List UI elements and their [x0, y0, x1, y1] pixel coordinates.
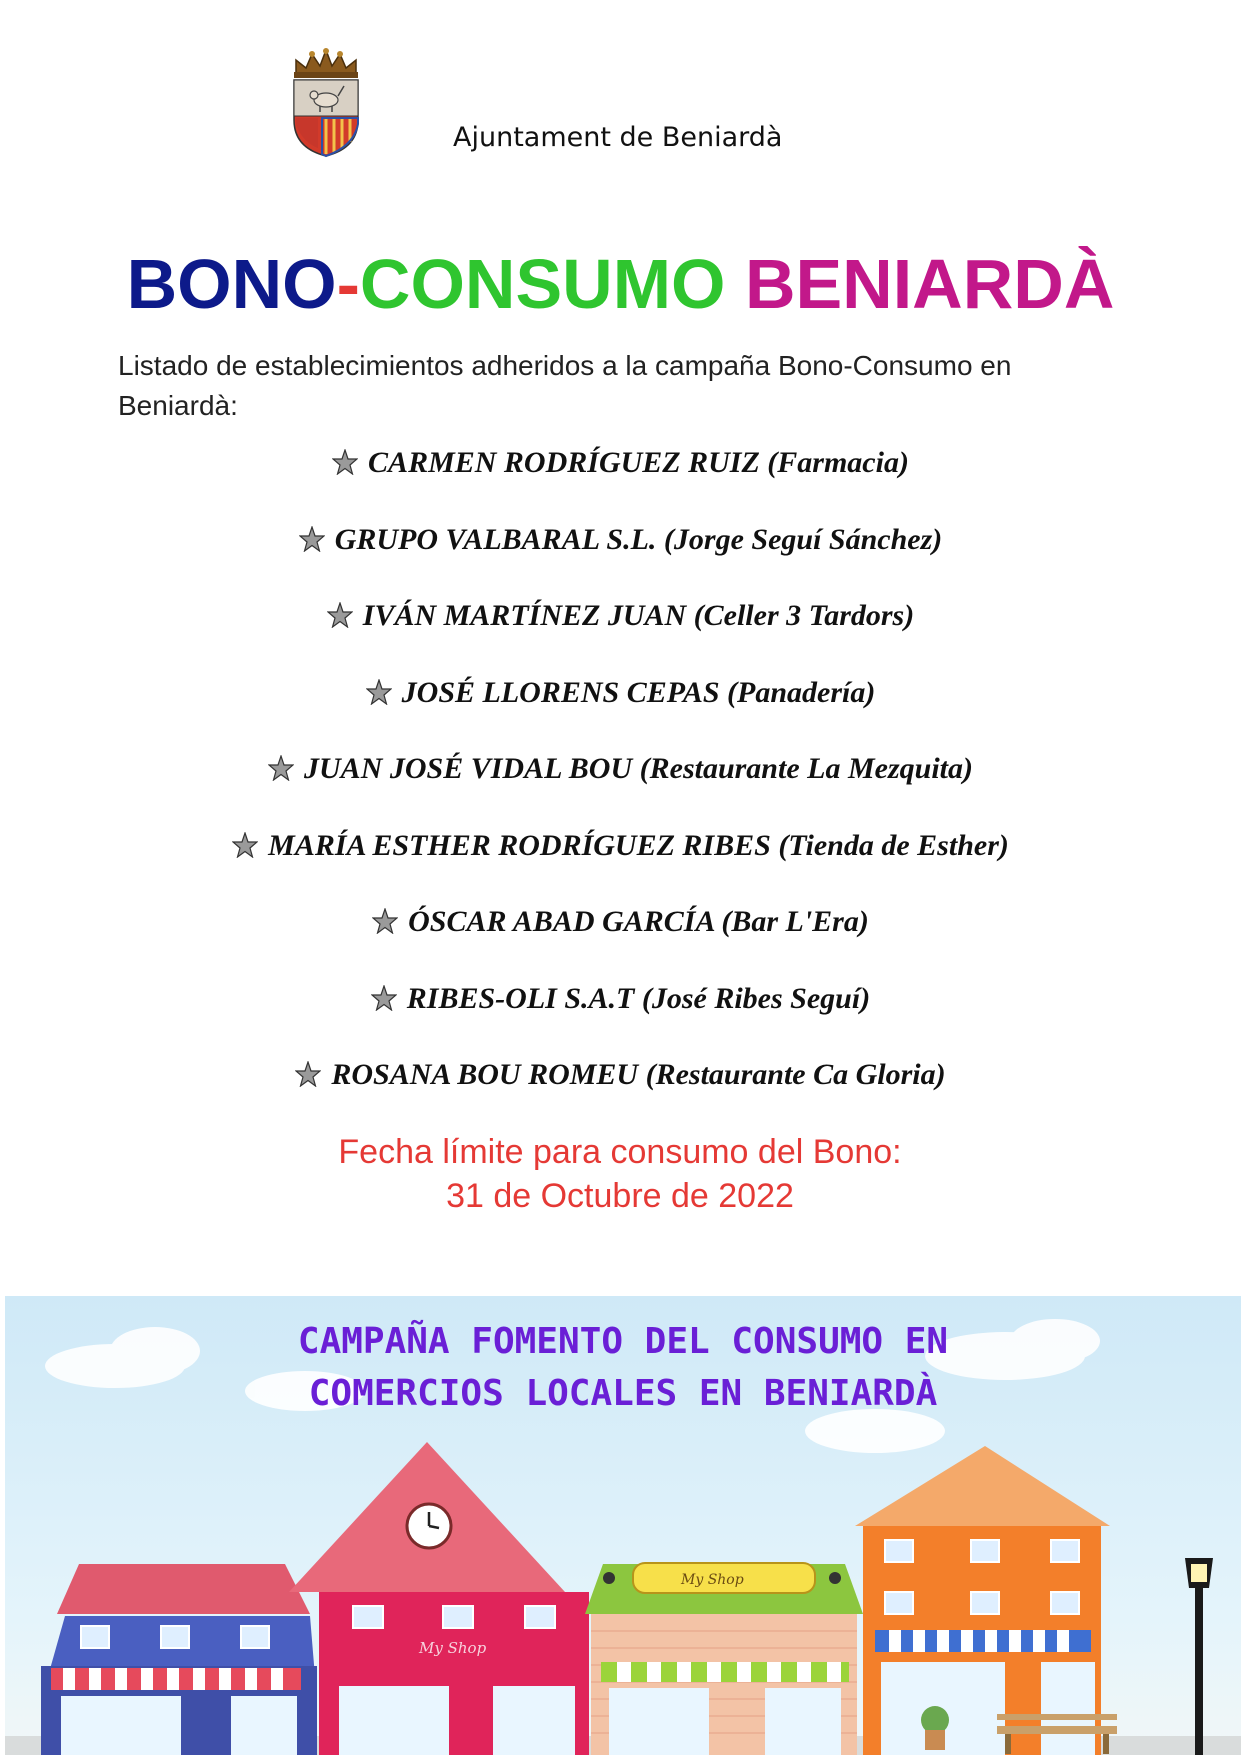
- banner-title-line1: CAMPAÑA FOMENTO DEL CONSUMO EN: [297, 1321, 949, 1362]
- title-hyphen: -: [336, 245, 360, 323]
- establishment-name: MARÍA ESTHER RODRÍGUEZ RIBES (Tienda de Esther): [268, 828, 1009, 862]
- establishment-name: GRUPO VALBARAL S.L. (Jorge Seguí Sánchez): [334, 522, 943, 556]
- title-part-consumo: CONSUMO: [359, 245, 726, 323]
- list-item: [0, 515, 1241, 592]
- list-item: [0, 668, 1241, 745]
- deadline-label: Fecha límite para consumo del Bono:: [338, 1133, 902, 1171]
- star-icon: [295, 1061, 321, 1087]
- shop-sign: My Shop: [419, 1639, 487, 1657]
- list-item: [0, 1050, 1241, 1127]
- establishment-name: JOSÉ LLORENS CEPAS (Panadería): [401, 675, 876, 709]
- establishments-list: [0, 438, 1241, 1127]
- list-item: [0, 897, 1241, 974]
- list-item: [0, 438, 1241, 515]
- star-icon: [332, 449, 358, 475]
- establishment-name: ROSANA BOU ROMEU (Restaurante Ca Gloria): [331, 1058, 946, 1091]
- campaign-banner: [5, 1296, 1241, 1755]
- star-icon: [327, 602, 353, 628]
- star-icon: [371, 985, 397, 1011]
- establishment-name: IVÁN MARTÍNEZ JUAN (Celler 3 Tardors): [362, 599, 915, 632]
- list-item: [0, 744, 1241, 821]
- list-item: [0, 974, 1241, 1051]
- establishment-name: ÓSCAR ABAD GARCÍA (Bar L'Era): [408, 905, 869, 938]
- banner-title: [5, 1316, 1241, 1420]
- title-part-beniarda: BENIARDÀ: [744, 245, 1115, 323]
- establishment-name: CARMEN RODRÍGUEZ RUIZ (Farmacia): [368, 446, 909, 479]
- coat-of-arms-icon: [288, 48, 364, 158]
- star-icon: [268, 755, 294, 781]
- establishment-name: JUAN JOSÉ VIDAL BOU (Restaurante La Mezquita): [304, 752, 973, 785]
- shop-sign: My Shop: [681, 1572, 744, 1588]
- deadline-notice: [260, 1130, 980, 1218]
- list-item: [0, 821, 1241, 898]
- organization-name: Ajuntament de Beniardà: [453, 122, 783, 153]
- banner-title-line2: COMERCIOS LOCALES EN BENIARDÀ: [308, 1373, 938, 1414]
- deadline-date: 31 de Octubre de 2022: [446, 1177, 794, 1215]
- star-icon: [299, 526, 325, 552]
- establishment-name: RIBES-OLI S.A.T (José Ribes Seguí): [406, 981, 871, 1015]
- title-part-bono: BONO: [126, 245, 337, 323]
- star-icon: [372, 908, 398, 934]
- list-item: [0, 591, 1241, 668]
- intro-text: Listado de establecimientos adheridos a la campaña Bono-Consumo en Beniardà:: [118, 350, 1012, 421]
- star-icon: [232, 832, 258, 858]
- star-icon: [366, 679, 392, 705]
- page-title: [0, 244, 1241, 324]
